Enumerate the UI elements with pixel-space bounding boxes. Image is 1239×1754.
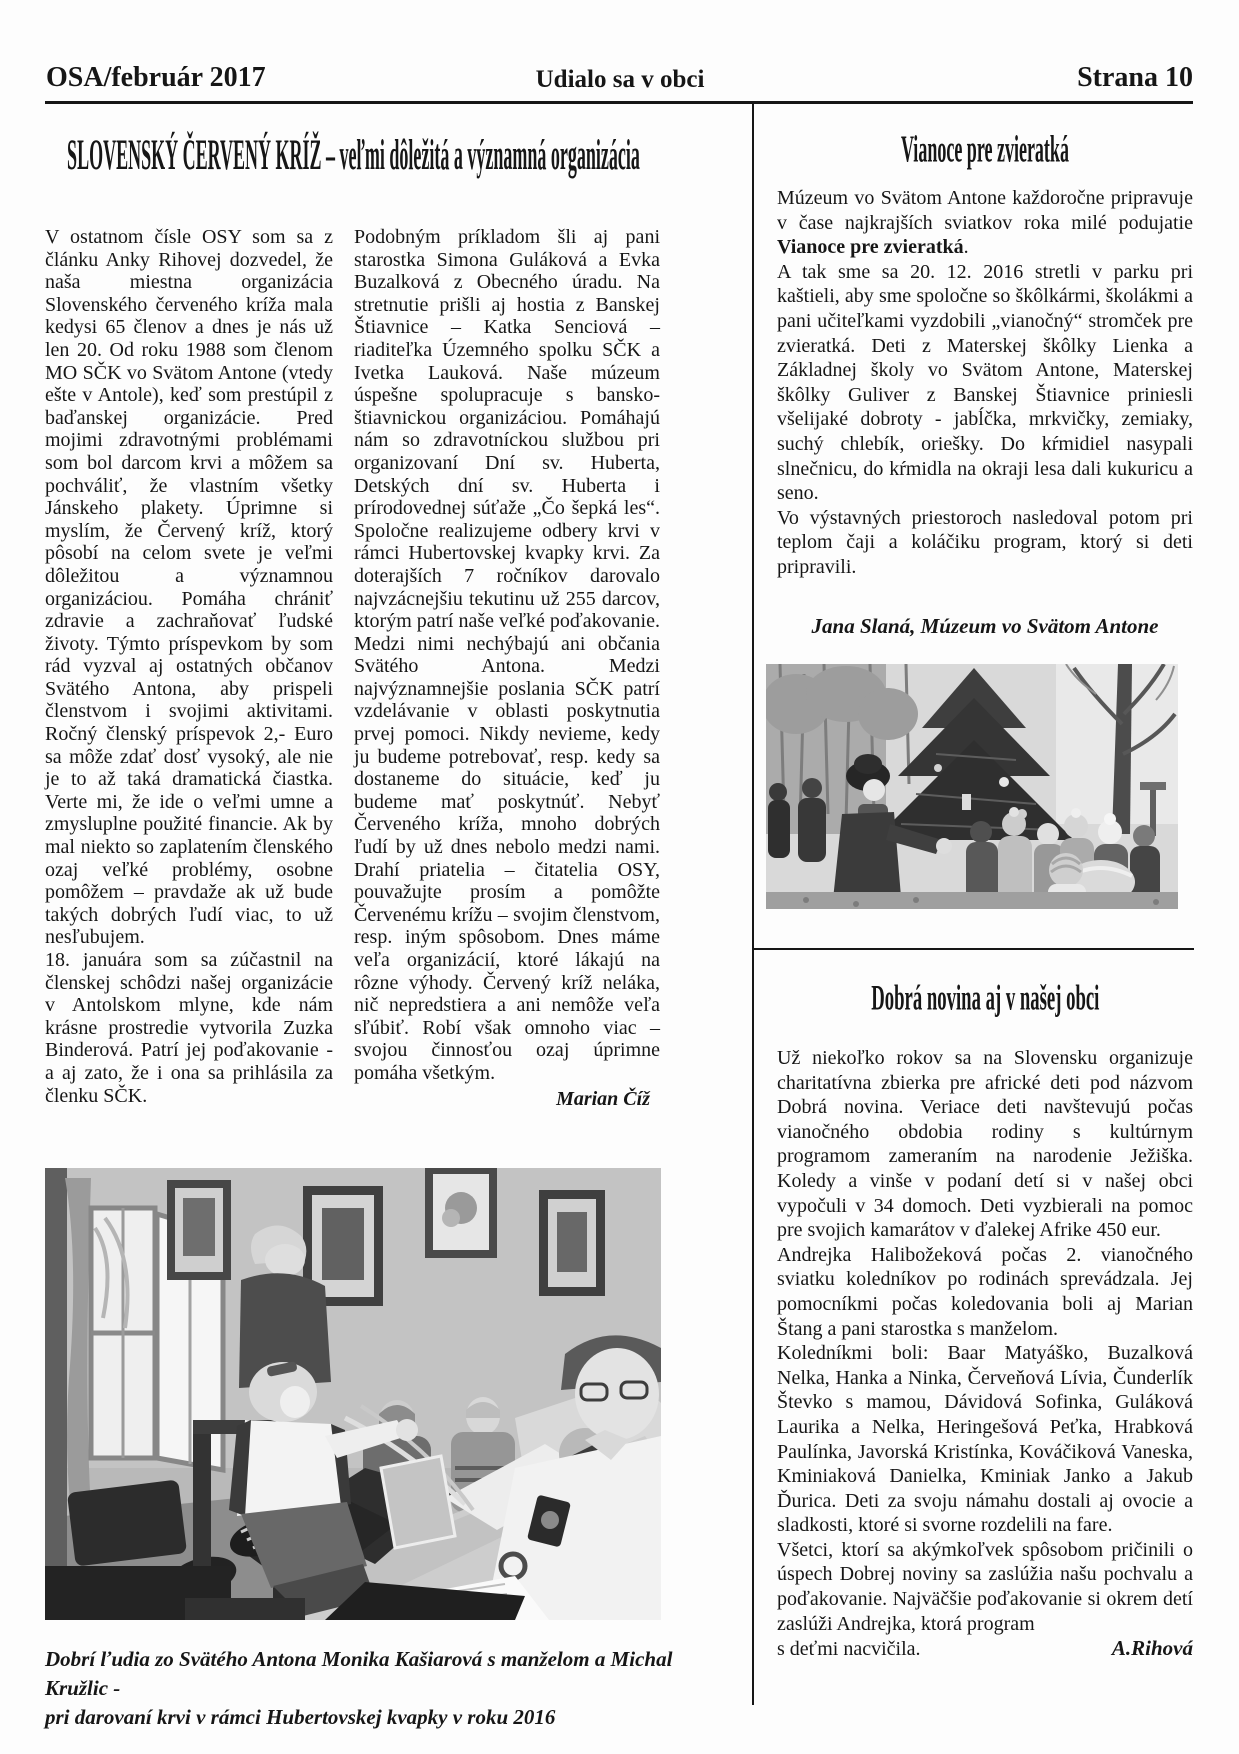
article-sck-paragraph: V ostatnom čísle OSY som sa z článku Anky Rihovej dozvedel, že naša miestna organizácia Slovenského červeného kríža mala kedysi 65 členov a dnes je nás už len 20. Od roku 1988 som členom MO SČK vo Svätom Antone (vtedy ešte v Antole), keď som prestúpil z baďanskej organizácie. Pred mojimi zdravotnými problémami som bol darcom krvi a môžem sa pochváliť, že vlastním všetky Jánskeho plakety. Úprimne si myslím, že Červený kríž, ktorý pôsobí na celom svete je veľmi dôležitou a významnou organizáciou. Pomáha chrániť zdravie a zachraňovať ľudské životy. Týmto príspevkom by som rád vyzval aj ostatných občanov Svätého Antona, aby prispeli členstvom i svojimi aktivitami. Ročný členský príspevok 2,- Euro sa môže zdať dosť vysoký, ale nie je to až taká dramatická čiastka. Verte mi, že ide o veľmi umne a zmysluplne použité financie. Ak by mal niekto so zaplatením členského ozaj veľké problémy, osobne pomôžem – pravdaže ak už bude takých dobrých ľudí viac, to už nesľubujem. [45,226,333,949]
article-vianoce-paragraph: Vo výstavných priestoroch nasledoval potom pri teplom čaji a koláčiku program, ktorý si deti pripravili. [777,506,1193,578]
article-vianoce-paragraph [777,186,1193,260]
header-section-title: Udialo sa v obci [535,66,705,93]
article-vianoce-title: Vianoce pre zvieratká [901,128,1069,170]
article-dobra-novina-last-line [777,1636,1193,1662]
article-vianoce-title-row [777,128,1193,170]
article-sck-signature: Marian Číž [556,1087,650,1110]
article-sck-column-1 [45,226,333,1107]
blood-donation-photo [45,1168,661,1620]
article-vianoce-signature: Jana Slaná, Múzeum vo Svätom Antone [811,613,1159,638]
article-dobra-novina [777,964,1193,1662]
header-page-number: Strana 10 [1077,62,1193,93]
paragraph-bold-text: Vianoce pre zvieratká [777,236,964,259]
article-vianoce-paragraph: A tak sme sa 20. 12. 2016 stretli v parku pri kaštieli, aby sme spoločne so škôlkármi, školákmi a pani učiteľkami vyzdobili „vianočný“ stromček pre zvieratká. Deti z Materskej škôlky Lienka a Základnej školy vo Svätom Antone, Materskej škôlky Guliver z Banskej Štiavnice priniesli všelijaké dobroty - jabĺčka, mrkvičky, zemiaky, suchý chlebík, oriešky. Do kŕmidiel nasypali slnečnicu, do kŕmidla na okraji lesa dali kukuricu a seno. [777,260,1193,505]
column-divider [752,104,754,1705]
photo-caption-line: pri darovaní krvi v rámci Hubertovskej kvapky v roku 2016 [45,1705,556,1729]
right-section-divider [754,948,1194,950]
article-dobra-novina-paragraph: Všetci, ktorí sa akýmkoľvek spôsobom pričinili o úspech Dobrej noviny sa zaslúžia našu pochvalu a poďakovanie. Najväčšie poďakovanie si okrem detí zaslúži Andrejka, ktorá program [777,1538,1193,1635]
article-dobra-novina-title-row [777,980,1193,1018]
header-issue: OSA/február 2017 [46,62,266,93]
article-dobra-novina-signature: A.Rihová [1111,1636,1193,1661]
paragraph-text: . [963,236,969,259]
header-rule [45,101,1193,104]
christmas-tree-photo [766,664,1178,909]
article-vianoce [777,128,1193,639]
article-dobra-novina-paragraph: Andrejka Halibožeková počas 2. vianočného sviatku koledníkov po rodinách sprevádzala. Jej pomocníkmi počas koledovania boli aj Marian Štang a pani starostka s manželom. [777,1243,1193,1340]
article-dobra-novina-paragraph: Už niekoľko rokov sa na Slovensku organizuje charitatívna zbierka pre africké deti pod názvom Dobrá novina. Veriace deti navštevujú počas vianočného obdobia rodiny s kultúrnym programom zameraním na narodenie Ježiška. Koledy a vinše v podaní detí si v našej obci vypočuli v 34 domoch. Deti vyzbierali na pomoc pre svojich kamarátov v ďalekej Afrike 450 eur. [777,1047,1193,1242]
article-sck-title: SLOVENSKÝ ČERVENÝ KRÍŽ – veľmi dôležitá a významná organizácia [66,130,640,179]
paragraph-text: Múzeum vo Svätom Antone každoročne pripravuje v čase najkrajších sviatkov roka milé podujatie [777,187,1193,234]
paragraph-text: s deťmi nacvičila. [777,1638,921,1661]
article-dobra-novina-paragraph: Koledníkmi boli: Baar Matyáško, Buzalková Nelka, Hanka a Ninka, Červeňová Lívia, Čunderlík Števko s mamou, Dávidová Sofinka, Guláková Laurika a Nelka, Heringešová Peťka, Hrabková Paulínka, Javorská Kristínka, Kováčiková Vaneska, Kminiaková Danielka, Kminiak Janko a Jakub Ďurica. Deti za svoju námahu dostali aj ovocie a sladkosti, ktoré si svorne rozdelili na fare. [777,1342,1193,1537]
article-sck-column-2 [354,226,660,1110]
photo-caption [45,1645,675,1732]
article-dobra-novina-title: Dobrá novina aj v našej obci [870,979,1100,1018]
article-sck-paragraph: 18. januára som sa zúčastnil na členskej schôdzi našej organizácie v Antolskom mlyne, kde nám krásne prostredie vytvorila Zuzka Binderová. Patrí jej poďakovanie - a aj zato, že i ona sa prihlásila za členku SČK. [45,949,333,1107]
article-sck-title-row [45,131,661,178]
photo-caption-line: Dobrí ľudia zo Svätého Antona Monika Kašiarová s manželom a Michal Kružlic - [45,1647,673,1700]
article-sck-paragraph: Podobným príkladom šli aj pani starostka Simona Guláková a Evka Buzalková z Obecného úradu. Na stretnutie prišli aj hostia z Banskej Štiavnice – Katka Senciová – riaditeľka Územného spolku SČK a Ivetka Lauková. Naše múzeum úspešne spolupracuje s bansko-štiavnickou organizáciou. Pomáhajú nám so zdravotníckou službou pri organizovaní Dní sv. Huberta, Detských dní sv. Huberta i prírodovednej súťaže „Čo šepká les“. Spoločne realizujeme odbery krvi v rámci Hubertovskej kvapky krvi. Za doterajších 7 ročníkov darovalo najvzácnejšiu tekutinu už 255 darcov, ktorým patrí naše veľké poďakovanie. Medzi nimi nechýbajú ani občania Svätého Antona. Medzi najvýznamnejšie poslania SČK patrí vzdelávanie v oblasti poskytnutia prvej pomoci. Nikdy nevieme, kedy ju budeme potrebovať, resp. kedy sa dostaneme do situácie, keď ju budeme mať poskytnúť. Nebyť Červeného kríža, mnoho dobrých ľudí by už dnes nebolo medzi nami. Drahí priatelia – čitatelia OSY, pouvažujte prosím a pomôžte Červenému krížu – svojim členstvom, resp. iným spôsobom. Dnes máme veľa organizácií, ktoré lákajú na rôzne výhody. Červený kríž neláka, nič nepredstiera a ani nemôže veľa sľúbiť. Robí však omnoho viac – svojou činnosťou ozaj úprimne pomáha všetkým. [354,226,660,1084]
